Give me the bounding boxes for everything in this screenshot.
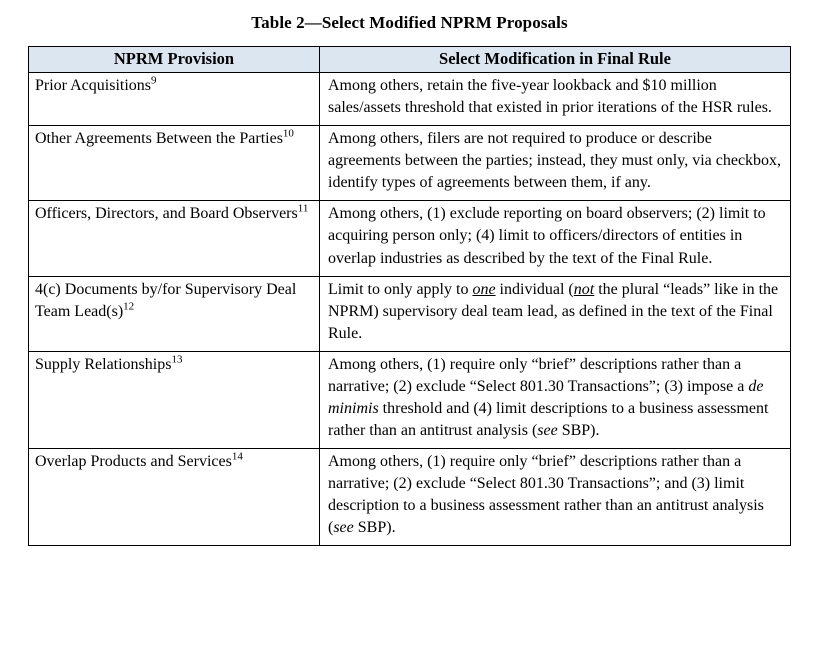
table-title: Table 2—Select Modified NPRM Proposals — [251, 13, 568, 32]
provision-text: Prior Acquisitions — [35, 77, 152, 94]
nprm-proposals-table — [28, 46, 791, 546]
modification-text-segment: threshold and (4) limit descriptions to a business assessment rather than an antitrust analysis ( — [328, 400, 769, 440]
footnote-reference: 9 — [151, 74, 157, 87]
modification-text-segment: SBP). — [353, 519, 396, 537]
table-body — [29, 73, 791, 546]
provision-cell — [29, 201, 320, 276]
provision-cell — [29, 351, 320, 448]
provision-text: Other Agreements Between the Parties — [35, 130, 283, 148]
modification-text-segment: individual ( — [495, 280, 574, 298]
provision-cell — [29, 126, 320, 201]
table-row — [29, 126, 791, 201]
modification-text-segment: Among others, (1) exclude reporting on board observers; (2) limit to acquiring person only; (4) limit to officers/directors of entities in overlap industries as described by the text of the Final Rule. — [328, 205, 766, 267]
modification-cell — [320, 126, 791, 201]
provision-cell — [29, 73, 320, 126]
provision-text: Overlap Products and Services — [35, 453, 232, 471]
table-header-row — [29, 47, 791, 73]
modification-cell — [320, 449, 791, 546]
modification-cell — [320, 73, 791, 126]
footnote-reference: 12 — [123, 300, 135, 313]
footnote-reference: 14 — [231, 450, 243, 463]
table-row — [29, 351, 791, 448]
modification-cell — [320, 351, 791, 448]
table-row — [29, 201, 791, 276]
table-row — [29, 449, 791, 546]
modification-text-segment: see — [537, 422, 558, 440]
footnote-reference: 10 — [282, 127, 294, 140]
modification-text-segment: Among others, filers are not required to produce or describe agreements between the parties; instead, they must only, via checkbox, identify types of agreements between them, if any. — [328, 130, 782, 192]
modification-text-segment: SBP). — [557, 422, 600, 440]
provision-text: Officers, Directors, and Board Observers — [35, 205, 298, 223]
provision-text: Supply Relationships — [35, 355, 172, 373]
header-select-modification: Select Modification in Final Rule — [320, 47, 791, 73]
modification-text-segment: Among others, retain the five-year lookback and $10 million sales/assets threshold that existed in prior iterations of the HSR rules. — [328, 77, 772, 117]
modification-text-segment: Among others, (1) require only “brief” descriptions rather than a narrative; (2) exclude “Select 801.30 Transactions”; and (3) limit description to a business assessment rather than an antitrust analysis ( — [328, 453, 764, 537]
modification-text-segment: de minimis — [328, 377, 764, 418]
modification-text-segment: Limit to only apply to — [328, 280, 473, 298]
modification-text-segment: see — [333, 519, 354, 537]
modification-text-segment: the plural “leads” like in the NPRM) supervisory deal team lead, as defined in the text of the Final Rule. — [328, 280, 779, 342]
modification-cell — [320, 276, 791, 351]
table-row — [29, 276, 791, 351]
provision-cell — [29, 276, 320, 351]
provision-cell — [29, 449, 320, 546]
table-row — [29, 73, 791, 126]
provision-text: 4(c) Documents by/for Supervisory Deal Team Lead(s) — [35, 280, 297, 320]
modification-text-segment: not — [573, 280, 595, 298]
modification-text-segment: one — [472, 280, 496, 298]
footnote-reference: 13 — [171, 353, 183, 366]
header-nprm-provision: NPRM Provision — [29, 47, 320, 73]
modification-cell — [320, 201, 791, 276]
footnote-reference: 11 — [297, 203, 309, 216]
modification-text-segment: Among others, (1) require only “brief” descriptions rather than a narrative; (2) exclude “Select 801.30 Transactions”; (3) impose a — [328, 355, 749, 395]
